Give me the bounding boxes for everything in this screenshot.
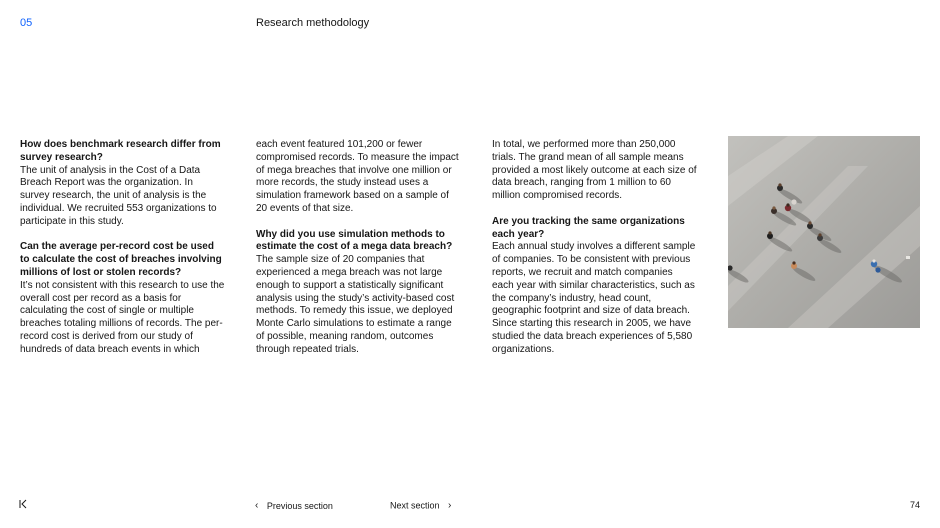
previous-section-link[interactable] (255, 500, 333, 511)
next-section-link[interactable] (390, 500, 451, 511)
chevron-left-icon: ‹ (255, 500, 259, 512)
section-title: Research methodology (256, 17, 370, 29)
answer-text: The sample size of 20 companies that experienced a mega breach was not large enough to support a statistically significant analysis using the study’s activity-based cost methods. To remedy this issue, we deployed Monte Carlo simulations to estimate a range of possible, meaning random, outcomes through repeated trials. (256, 254, 455, 355)
answer-text: each event featured 101,200 or fewer compromised records. To measure the impact of mega breaches that involve one million or more records, the study instead uses a simulation framework based on a sample of 20 events of that size. (256, 139, 459, 214)
page-number: 74 (910, 500, 921, 510)
qa-block (256, 229, 461, 357)
text-column-1 (20, 139, 225, 369)
first-page-button[interactable] (18, 497, 30, 511)
question-heading: Are you tracking the same organizations each year? (492, 215, 685, 240)
qa-block (20, 139, 225, 229)
qa-block (492, 216, 697, 357)
question-heading: Can the average per-record cost be used to calculate the cost of breaches involving millions of lost or stolen records? (20, 241, 222, 278)
section-number: 05 (20, 17, 33, 29)
first-page-icon (18, 497, 30, 511)
answer-text: It’s not consistent with this research to use the overall cost per record as a basis for calculating the cost of single or multiple breaches totaling millions of records. The per-record cost is derived from our study of hundreds of data breach events in which (20, 279, 225, 355)
text-column-3 (492, 139, 697, 369)
previous-section-label: Previous section (266, 500, 333, 511)
question-heading: How does benchmark research differ from survey research? (20, 139, 221, 163)
question-heading: Why did you use simulation methods to estimate the cost of a mega data breach? (256, 228, 453, 253)
text-column-2 (256, 139, 461, 369)
aerial-crowd-photo (728, 136, 920, 328)
qa-block (256, 139, 461, 216)
answer-text: In total, we performed more than 250,000 trials. The grand mean of all sample means provided a most likely outcome at each size of data breach, ranging from 1 million to 60 million compromised records. (492, 139, 697, 202)
chevron-right-icon: › (448, 500, 452, 512)
next-section-label: Next section (390, 500, 440, 511)
answer-text: The unit of analysis in the Cost of a Data Breach Report was the organization. In survey research, the unit of analysis is the individual. We recruited 553 organizations to participate in this study. (20, 164, 217, 227)
qa-block (492, 139, 697, 203)
photo-illustration (728, 136, 920, 328)
qa-block (20, 241, 225, 356)
answer-text: Each annual study involves a different sample of companies. To be consistent with previous reports, we recruit and match companies each year with similar characteristics, such as the company’s industry, head count, geographic footprint and size of data breach. Since starting this research in 2005, we have studied the data breach experiences of 5,580 organizations. (492, 241, 696, 355)
